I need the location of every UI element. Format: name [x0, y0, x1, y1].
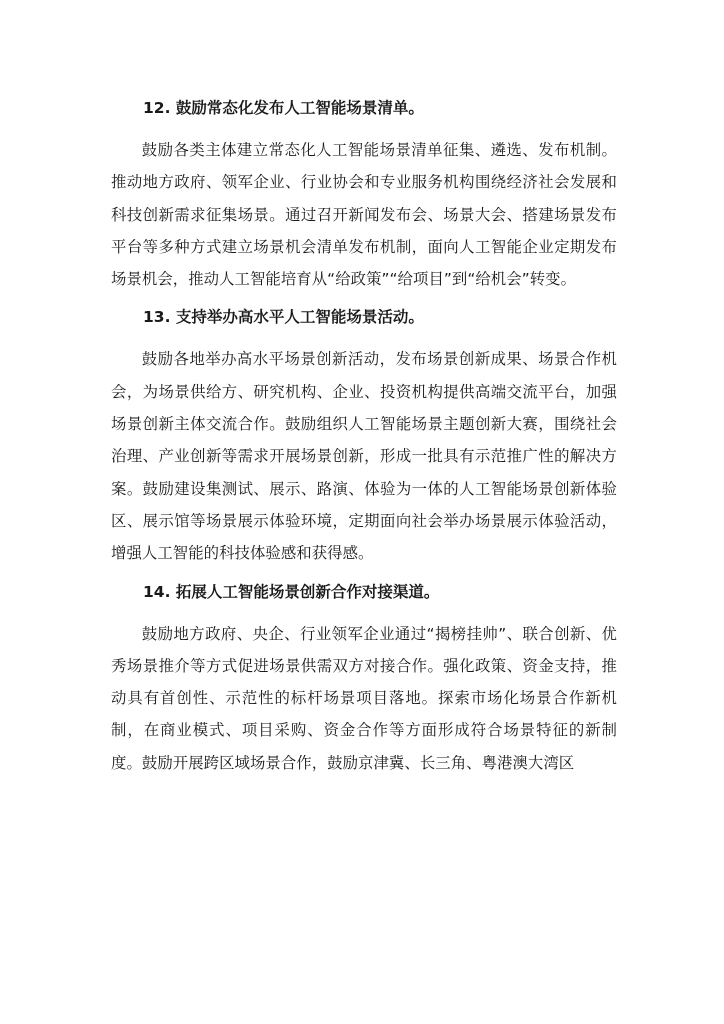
section-paragraph: 鼓励各类主体建立常态化人工智能场景清单征集、遴选、发布机制。推动地方政府、领军企业、行业协会和专业服务机构围绕经济社会发展和科技创新需求征集场景。通过召开新闻发布会、场景大会、搭建场景发布平台等多种方式建立场景机会清单发布机制，面向人工智能企业定期发布场景机会，推动人工智能培育从“给政策”“给项目”到“给机会”转变。: [111, 141, 617, 289]
section-paragraph: 鼓励各地举办高水平场景创新活动，发布场景创新成果、场景合作机会，为场景供给方、研究机构、企业、投资机构提供高端交流平台，加强场景创新主体交流合作。鼓励组织人工智能场景主题创新大赛，围绕社会治理、产业创新等需求开展场景创新，形成一批具有示范推广性的解决方案。鼓励建设集测试、展示、路演、体验为一体的人工智能场景创新体验区、展示馆等场景展示体验环境，定期面向社会举办场景展示体验活动，增强人工智能的科技体验感和获得感。: [111, 350, 617, 563]
section-heading: 14. 拓展人工智能场景创新合作对接渠道。: [143, 582, 440, 601]
section-heading: 13. 支持举办高水平人工智能场景活动。: [143, 308, 424, 327]
section-13: [111, 299, 617, 569]
section-14: [111, 574, 617, 779]
section-12: [111, 90, 617, 295]
section-paragraph: 鼓励地方政府、央企、行业领军企业通过“揭榜挂帅”、联合创新、优秀场景推介等方式促进场景供需双方对接合作。强化政策、资金支持，推动具有首创性、示范性的标杆场景项目落地。探索市场化场景合作新机制，在商业模式、项目采购、资金合作等方面形成符合场景特征的新制度。鼓励开展跨区域场景合作，鼓励京津冀、长三角、粤港澳大湾区: [111, 624, 617, 772]
document-body: [111, 90, 617, 779]
section-heading: 12. 鼓励常态化发布人工智能场景清单。: [143, 99, 424, 117]
